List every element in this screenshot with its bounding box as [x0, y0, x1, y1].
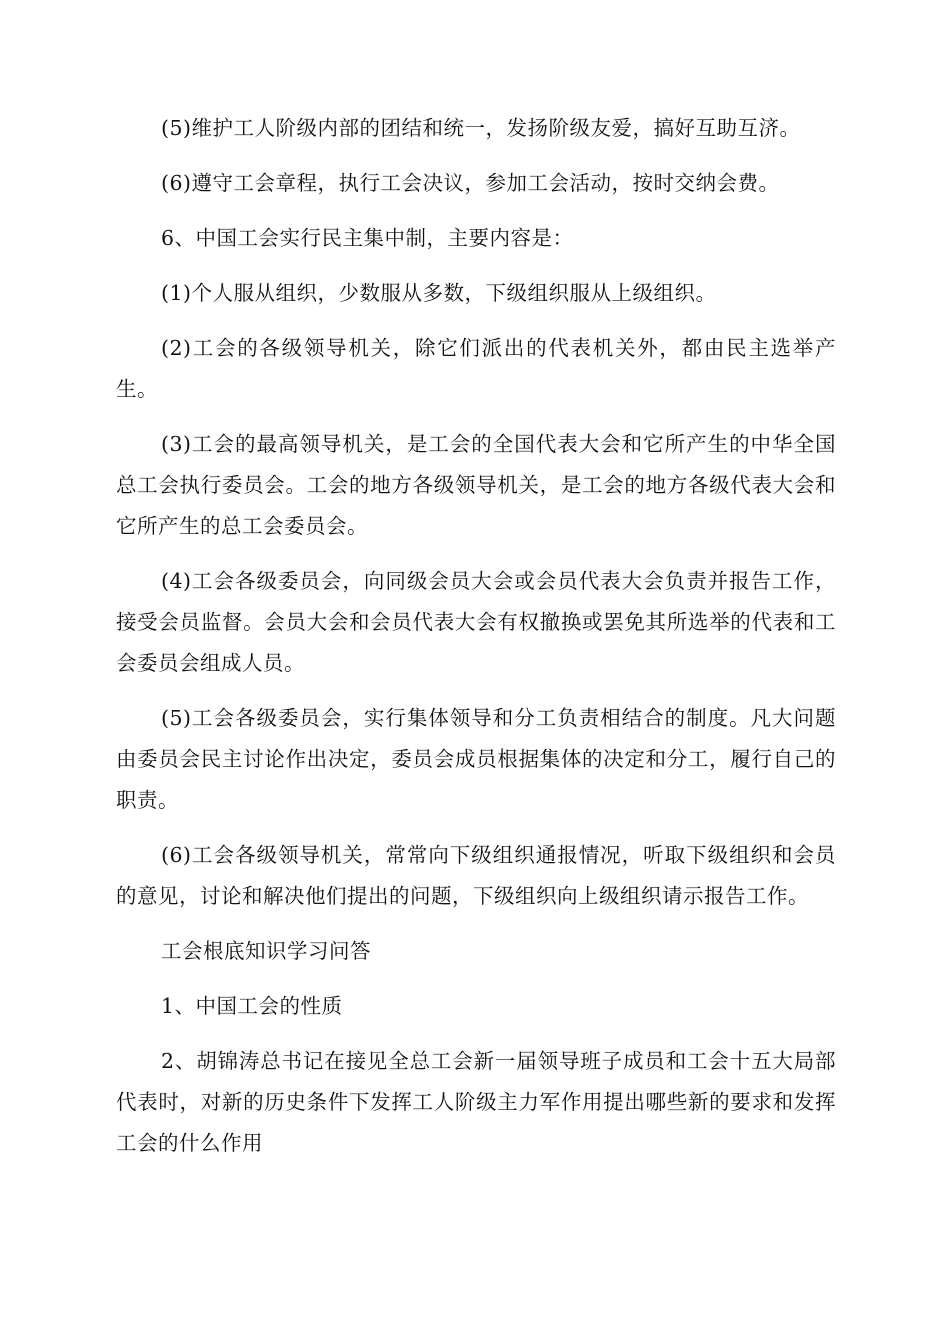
question-2: 2、胡锦涛总书记在接见全总工会新一届领导班子成员和工会十五大局部代表时，对新的历史条件下发挥工人阶级主力军作用提出哪些新的要求和发挥工会的什么作用 [116, 1049, 836, 1155]
document-body [116, 108, 836, 1178]
paragraph-principle-6: (6)工会各级领导机关，常常向下级组织通报情况，听取下级组织和会员的意见，讨论和解决他们提出的问题，下级组织向上级组织请示报告工作。 [116, 843, 836, 908]
question-1: 1、中国工会的性质 [161, 994, 343, 1018]
paragraph-principle-2: (2)工会的各级领导机关，除它们派出的代表机关外，都由民主选举产生。 [116, 336, 836, 401]
section-title-qa: 工会根底知识学习问答 [161, 939, 371, 963]
paragraph-principle-5: (5)工会各级委员会，实行集体领导和分工负责相结合的制度。凡大问题由委员会民主讨论作出决定，委员会成员根据集体的决定和分工，履行自己的职责。 [116, 706, 836, 812]
paragraph-member-duty-5: (5)维护工人阶级内部的团结和统一，发扬阶级友爱，搞好互助互济。 [161, 116, 801, 140]
paragraph-section-6-heading: 6、中国工会实行民主集中制，主要内容是： [161, 226, 574, 250]
paragraph-principle-3: (3)工会的最高领导机关，是工会的全国代表大会和它所产生的中华全国总工会执行委员会。工会的地方各级领导机关，是工会的地方各级代表大会和它所产生的总工会委员会。 [116, 432, 836, 538]
paragraph-principle-4: (4)工会各级委员会，向同级会员大会或会员代表大会负责并报告工作，接受会员监督。会员大会和会员代表大会有权撤换或罢免其所选举的代表和工会委员会组成人员。 [116, 569, 836, 675]
paragraph-member-duty-6: (6)遵守工会章程，执行工会决议，参加工会活动，按时交纳会费。 [161, 171, 780, 195]
paragraph-principle-1: (1)个人服从组织，少数服从多数，下级组织服从上级组织。 [161, 281, 717, 305]
